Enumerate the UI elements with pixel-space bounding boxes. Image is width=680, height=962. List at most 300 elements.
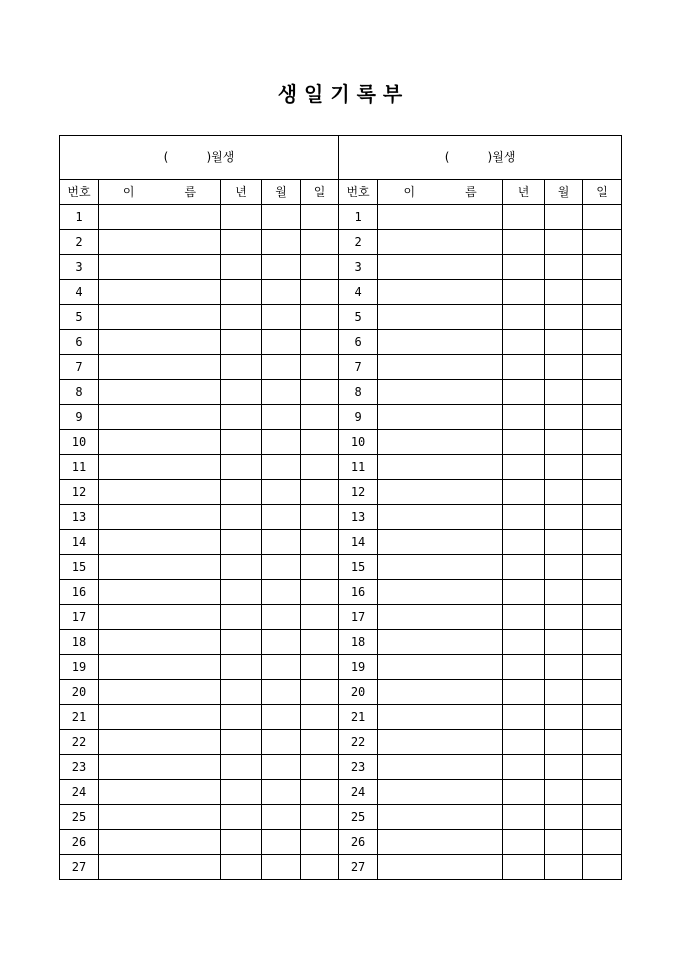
day-cell-left (301, 505, 339, 530)
day-cell-left (301, 730, 339, 755)
month-cell-right (545, 630, 583, 655)
table-row (60, 230, 622, 255)
header-day: 일 (583, 180, 622, 205)
row-number-left: 19 (60, 655, 99, 680)
row-number-right: 3 (339, 255, 378, 280)
year-cell-left (221, 455, 262, 480)
name-cell-right (378, 605, 503, 630)
name-cell-left (99, 655, 221, 680)
month-cell-right (545, 830, 583, 855)
year-cell-right (503, 330, 545, 355)
year-cell-right (503, 605, 545, 630)
month-cell-left (262, 805, 301, 830)
row-number-left: 8 (60, 380, 99, 405)
year-cell-right (503, 430, 545, 455)
name-cell-right (378, 480, 503, 505)
month-cell-left (262, 855, 301, 880)
header-name (378, 180, 503, 205)
month-cell-right (545, 680, 583, 705)
birthday-record-table (59, 135, 622, 880)
day-cell-left (301, 755, 339, 780)
day-cell-right (583, 655, 622, 680)
year-cell-right (503, 530, 545, 555)
row-number-right: 6 (339, 330, 378, 355)
name-cell-right (378, 680, 503, 705)
row-number-left: 10 (60, 430, 99, 455)
table-row (60, 580, 622, 605)
row-number-left: 14 (60, 530, 99, 555)
day-cell-left (301, 330, 339, 355)
row-number-left: 15 (60, 555, 99, 580)
month-cell-right (545, 380, 583, 405)
month-cell-left (262, 680, 301, 705)
month-row (60, 136, 622, 180)
table-row (60, 330, 622, 355)
day-cell-right (583, 405, 622, 430)
row-number-right: 7 (339, 355, 378, 380)
year-cell-left (221, 730, 262, 755)
header-month: 월 (545, 180, 583, 205)
table-row (60, 355, 622, 380)
year-cell-left (221, 780, 262, 805)
header-name-first: 이 (122, 185, 135, 199)
table-row (60, 430, 622, 455)
month-cell-left (262, 730, 301, 755)
year-cell-right (503, 755, 545, 780)
name-cell-right (378, 780, 503, 805)
row-number-left: 5 (60, 305, 99, 330)
month-cell-right (545, 855, 583, 880)
year-cell-left (221, 480, 262, 505)
day-cell-left (301, 780, 339, 805)
row-number-left: 27 (60, 855, 99, 880)
month-label-right (339, 136, 622, 180)
name-cell-left (99, 255, 221, 280)
day-cell-right (583, 380, 622, 405)
row-number-right: 27 (339, 855, 378, 880)
row-number-right: 23 (339, 755, 378, 780)
month-cell-right (545, 280, 583, 305)
name-cell-left (99, 630, 221, 655)
month-cell-left (262, 780, 301, 805)
name-cell-right (378, 830, 503, 855)
row-number-right: 21 (339, 705, 378, 730)
year-cell-left (221, 255, 262, 280)
month-cell-left (262, 430, 301, 455)
header-year: 년 (503, 180, 545, 205)
year-cell-left (221, 555, 262, 580)
year-cell-left (221, 605, 262, 630)
day-cell-left (301, 205, 339, 230)
day-cell-right (583, 830, 622, 855)
row-number-left: 24 (60, 780, 99, 805)
year-cell-right (503, 705, 545, 730)
table-row (60, 255, 622, 280)
year-cell-right (503, 305, 545, 330)
month-cell-left (262, 505, 301, 530)
day-cell-right (583, 780, 622, 805)
month-cell-left (262, 480, 301, 505)
day-cell-left (301, 405, 339, 430)
name-cell-right (378, 655, 503, 680)
day-cell-right (583, 280, 622, 305)
day-cell-right (583, 855, 622, 880)
name-cell-right (378, 230, 503, 255)
month-cell-left (262, 255, 301, 280)
header-row (60, 180, 622, 205)
year-cell-right (503, 455, 545, 480)
row-number-left: 25 (60, 805, 99, 830)
year-cell-left (221, 330, 262, 355)
name-cell-right (378, 405, 503, 430)
table-row (60, 705, 622, 730)
month-cell-right (545, 580, 583, 605)
table-row (60, 205, 622, 230)
row-number-right: 25 (339, 805, 378, 830)
year-cell-right (503, 855, 545, 880)
year-cell-right (503, 405, 545, 430)
day-cell-right (583, 430, 622, 455)
row-number-left: 12 (60, 480, 99, 505)
name-cell-right (378, 755, 503, 780)
table-row (60, 730, 622, 755)
row-number-right: 24 (339, 780, 378, 805)
table-row (60, 480, 622, 505)
header-name-second: 름 (184, 185, 197, 199)
name-cell-right (378, 305, 503, 330)
month-cell-right (545, 505, 583, 530)
name-cell-left (99, 705, 221, 730)
name-cell-right (378, 805, 503, 830)
month-cell-left (262, 830, 301, 855)
page-title: 생 일 기 록 부 (277, 82, 403, 106)
row-number-left: 4 (60, 280, 99, 305)
day-cell-right (583, 755, 622, 780)
day-cell-left (301, 230, 339, 255)
year-cell-left (221, 530, 262, 555)
day-cell-left (301, 580, 339, 605)
day-cell-right (583, 530, 622, 555)
row-number-left: 2 (60, 230, 99, 255)
row-number-right: 18 (339, 630, 378, 655)
month-cell-right (545, 480, 583, 505)
row-number-left: 3 (60, 255, 99, 280)
month-cell-right (545, 705, 583, 730)
day-cell-right (583, 805, 622, 830)
name-cell-right (378, 205, 503, 230)
row-number-left: 1 (60, 205, 99, 230)
name-cell-left (99, 855, 221, 880)
header-number: 번호 (60, 180, 99, 205)
day-cell-right (583, 255, 622, 280)
day-cell-right (583, 680, 622, 705)
row-number-right: 12 (339, 480, 378, 505)
row-number-right: 11 (339, 455, 378, 480)
name-cell-left (99, 330, 221, 355)
table-row (60, 680, 622, 705)
name-cell-left (99, 780, 221, 805)
day-cell-right (583, 605, 622, 630)
month-cell-right (545, 305, 583, 330)
name-cell-right (378, 330, 503, 355)
row-number-right: 20 (339, 680, 378, 705)
row-number-left: 7 (60, 355, 99, 380)
table-row (60, 830, 622, 855)
header-year: 년 (221, 180, 262, 205)
row-number-left: 18 (60, 630, 99, 655)
month-label-text: ( )월생 (444, 150, 516, 164)
year-cell-right (503, 255, 545, 280)
row-number-right: 5 (339, 305, 378, 330)
day-cell-left (301, 605, 339, 630)
name-cell-left (99, 605, 221, 630)
row-number-right: 16 (339, 580, 378, 605)
day-cell-right (583, 555, 622, 580)
month-cell-left (262, 380, 301, 405)
month-cell-right (545, 230, 583, 255)
table-row (60, 530, 622, 555)
year-cell-left (221, 705, 262, 730)
month-cell-right (545, 455, 583, 480)
row-number-right: 19 (339, 655, 378, 680)
month-label-left (60, 136, 339, 180)
name-cell-right (378, 380, 503, 405)
day-cell-left (301, 830, 339, 855)
month-cell-right (545, 430, 583, 455)
day-cell-left (301, 380, 339, 405)
year-cell-left (221, 855, 262, 880)
year-cell-right (503, 230, 545, 255)
month-cell-right (545, 205, 583, 230)
name-cell-right (378, 855, 503, 880)
name-cell-left (99, 555, 221, 580)
year-cell-left (221, 505, 262, 530)
day-cell-left (301, 305, 339, 330)
row-number-left: 17 (60, 605, 99, 630)
name-cell-left (99, 730, 221, 755)
row-number-right: 14 (339, 530, 378, 555)
table-row (60, 605, 622, 630)
month-cell-right (545, 730, 583, 755)
year-cell-left (221, 830, 262, 855)
row-number-right: 2 (339, 230, 378, 255)
month-cell-right (545, 755, 583, 780)
header-name-second: 름 (465, 185, 477, 199)
name-cell-left (99, 305, 221, 330)
row-number-left: 26 (60, 830, 99, 855)
year-cell-left (221, 580, 262, 605)
table-row (60, 655, 622, 680)
row-number-right: 15 (339, 555, 378, 580)
month-cell-left (262, 755, 301, 780)
year-cell-right (503, 680, 545, 705)
month-cell-right (545, 780, 583, 805)
table-row (60, 280, 622, 305)
table-row (60, 380, 622, 405)
month-cell-right (545, 605, 583, 630)
year-cell-left (221, 755, 262, 780)
row-number-left: 16 (60, 580, 99, 605)
year-cell-left (221, 230, 262, 255)
month-cell-left (262, 705, 301, 730)
year-cell-left (221, 380, 262, 405)
year-cell-right (503, 280, 545, 305)
year-cell-right (503, 505, 545, 530)
row-number-right: 10 (339, 430, 378, 455)
year-cell-right (503, 830, 545, 855)
name-cell-left (99, 480, 221, 505)
month-cell-left (262, 580, 301, 605)
day-cell-right (583, 630, 622, 655)
name-cell-left (99, 405, 221, 430)
row-number-right: 13 (339, 505, 378, 530)
year-cell-left (221, 355, 262, 380)
row-number-right: 9 (339, 405, 378, 430)
name-cell-right (378, 355, 503, 380)
year-cell-left (221, 305, 262, 330)
day-cell-right (583, 705, 622, 730)
day-cell-left (301, 805, 339, 830)
year-cell-left (221, 680, 262, 705)
name-cell-left (99, 430, 221, 455)
day-cell-right (583, 730, 622, 755)
row-number-right: 26 (339, 830, 378, 855)
month-cell-right (545, 530, 583, 555)
name-cell-left (99, 830, 221, 855)
day-cell-right (583, 305, 622, 330)
name-cell-right (378, 430, 503, 455)
day-cell-right (583, 330, 622, 355)
name-cell-right (378, 280, 503, 305)
name-cell-left (99, 530, 221, 555)
table-row (60, 305, 622, 330)
table-row (60, 555, 622, 580)
month-cell-right (545, 255, 583, 280)
name-cell-right (378, 580, 503, 605)
day-cell-right (583, 230, 622, 255)
row-number-right: 8 (339, 380, 378, 405)
year-cell-right (503, 355, 545, 380)
name-cell-right (378, 705, 503, 730)
table-row (60, 405, 622, 430)
day-cell-left (301, 705, 339, 730)
day-cell-left (301, 555, 339, 580)
header-day: 일 (301, 180, 339, 205)
name-cell-right (378, 530, 503, 555)
name-cell-right (378, 255, 503, 280)
day-cell-right (583, 355, 622, 380)
day-cell-left (301, 430, 339, 455)
row-number-right: 1 (339, 205, 378, 230)
day-cell-left (301, 455, 339, 480)
year-cell-left (221, 405, 262, 430)
year-cell-right (503, 380, 545, 405)
month-cell-left (262, 230, 301, 255)
table-row (60, 855, 622, 880)
row-number-left: 22 (60, 730, 99, 755)
table-row (60, 805, 622, 830)
name-cell-left (99, 205, 221, 230)
day-cell-left (301, 530, 339, 555)
name-cell-right (378, 505, 503, 530)
row-number-left: 13 (60, 505, 99, 530)
day-cell-right (583, 505, 622, 530)
month-label-text: ( )월생 (163, 150, 235, 164)
table-row (60, 455, 622, 480)
day-cell-left (301, 655, 339, 680)
header-month: 월 (262, 180, 301, 205)
month-cell-left (262, 455, 301, 480)
day-cell-left (301, 855, 339, 880)
day-cell-right (583, 580, 622, 605)
day-cell-left (301, 480, 339, 505)
row-number-left: 9 (60, 405, 99, 430)
header-number: 번호 (339, 180, 378, 205)
row-number-left: 11 (60, 455, 99, 480)
day-cell-left (301, 255, 339, 280)
year-cell-left (221, 655, 262, 680)
month-cell-left (262, 405, 301, 430)
year-cell-right (503, 480, 545, 505)
day-cell-right (583, 455, 622, 480)
name-cell-right (378, 730, 503, 755)
month-cell-left (262, 330, 301, 355)
name-cell-left (99, 580, 221, 605)
day-cell-left (301, 680, 339, 705)
month-cell-left (262, 280, 301, 305)
name-cell-left (99, 755, 221, 780)
month-cell-left (262, 655, 301, 680)
month-cell-left (262, 355, 301, 380)
header-name-first: 이 (403, 185, 416, 199)
name-cell-left (99, 505, 221, 530)
row-number-right: 22 (339, 730, 378, 755)
header-name (99, 180, 221, 205)
year-cell-right (503, 555, 545, 580)
table-row (60, 630, 622, 655)
row-number-left: 6 (60, 330, 99, 355)
table-row (60, 505, 622, 530)
year-cell-right (503, 630, 545, 655)
day-cell-left (301, 355, 339, 380)
row-number-right: 4 (339, 280, 378, 305)
row-number-left: 21 (60, 705, 99, 730)
month-cell-right (545, 355, 583, 380)
table-row (60, 780, 622, 805)
year-cell-left (221, 205, 262, 230)
day-cell-right (583, 205, 622, 230)
month-cell-right (545, 405, 583, 430)
month-cell-right (545, 555, 583, 580)
day-cell-left (301, 630, 339, 655)
name-cell-left (99, 455, 221, 480)
name-cell-right (378, 630, 503, 655)
name-cell-left (99, 805, 221, 830)
day-cell-right (583, 480, 622, 505)
month-cell-left (262, 555, 301, 580)
name-cell-left (99, 355, 221, 380)
name-cell-left (99, 380, 221, 405)
name-cell-right (378, 555, 503, 580)
year-cell-right (503, 730, 545, 755)
year-cell-right (503, 780, 545, 805)
year-cell-left (221, 630, 262, 655)
year-cell-right (503, 580, 545, 605)
month-cell-left (262, 205, 301, 230)
year-cell-left (221, 430, 262, 455)
name-cell-right (378, 455, 503, 480)
year-cell-right (503, 205, 545, 230)
